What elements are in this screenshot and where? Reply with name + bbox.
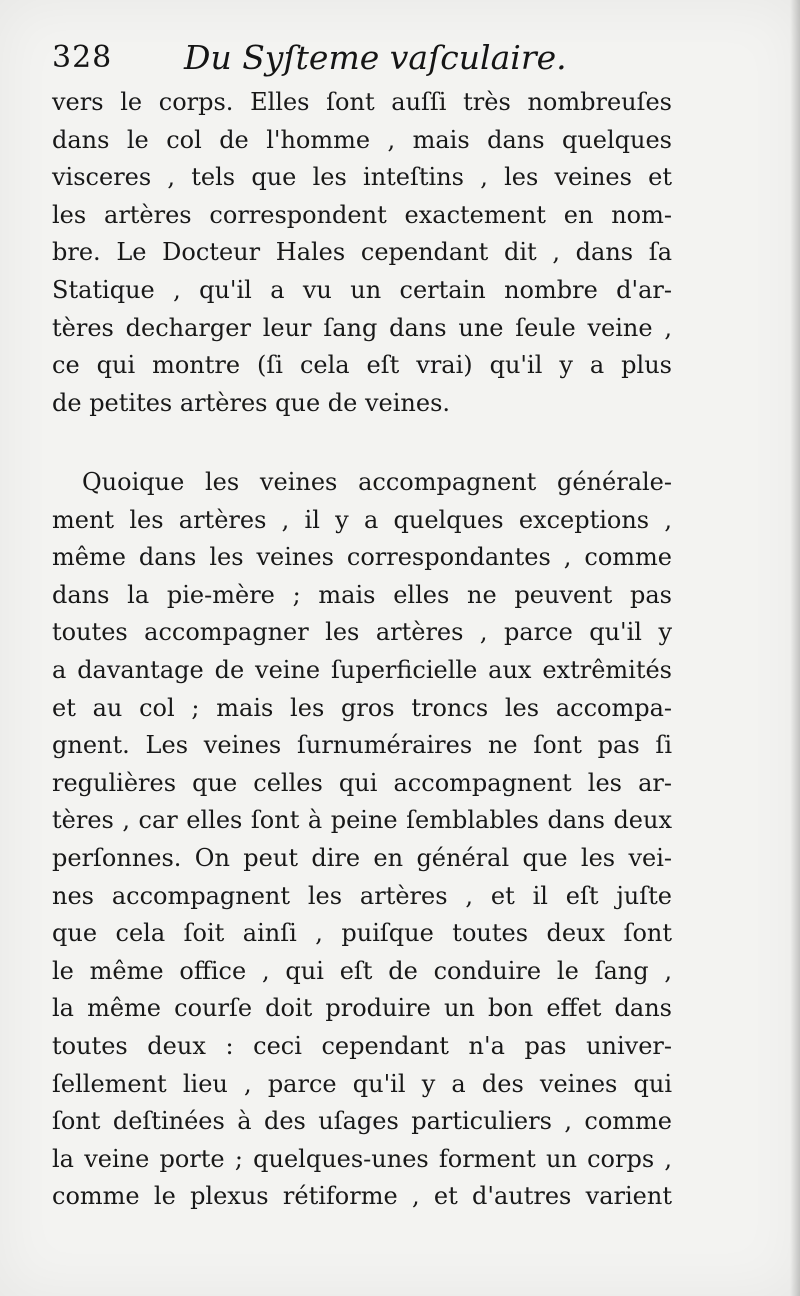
text-line: tères , car elles ſont à peine ſemblables dans deux	[52, 806, 672, 835]
text-line: que cela ſoit ainſi , puiſque toutes deux ſont	[52, 919, 672, 948]
text-line: toutes accompagner les artères , parce qu'il y	[52, 618, 672, 647]
text-line: nes accompagnent les artères , et il eſt juſte	[52, 881, 672, 910]
text-line: de petites artères que de veines.	[52, 388, 451, 417]
text-line: visceres , tels que les inteſtins , les veines et	[52, 163, 672, 192]
text-line: et au col ; mais les gros troncs les accompa-	[52, 693, 672, 722]
text-line: gnent. Les veines ſurnuméraires ne ſont pas ſi	[52, 731, 672, 760]
text-line: bre. Le Docteur Hales cependant dit , dans ſa	[52, 238, 672, 267]
text-line: ſellement lieu , parce qu'il y a des veines qui	[52, 1069, 672, 1098]
text-line: le même office , qui eſt de conduire le ſang ,	[52, 956, 672, 985]
text-line: regulières que celles qui accompagnent les ar-	[52, 768, 672, 797]
text-line: ment les artères , il y a quelques exceptions ,	[52, 505, 672, 534]
running-title: Du Syſteme vaſculaire.	[184, 38, 567, 77]
text-line: toutes deux : ceci cependant n'a pas univer-	[52, 1031, 672, 1060]
running-header	[52, 34, 672, 84]
text-line: comme le plexus rétiforme , et d'autres varient	[52, 1182, 672, 1211]
text-line: ſont deſtinées à des uſages particuliers , comme	[52, 1107, 672, 1136]
text-line: perſonnes. On peut dire en général que les vei-	[52, 843, 672, 872]
text-line: dans la pie-mère ; mais elles ne peuvent pas	[52, 580, 672, 609]
text-line: ce qui montre (ſi cela eſt vrai) qu'il y a plus	[52, 351, 672, 380]
text-line: les artères correspondent exactement en nom-	[52, 200, 672, 229]
text-line: dans le col de l'homme , mais dans quelques	[52, 125, 672, 154]
text-line: vers le corps. Elles ſont auſſi très nombreuſes	[52, 88, 672, 116]
text-line: tères decharger leur ſang dans une ſeule veine ,	[52, 313, 672, 342]
paragraph-1	[52, 84, 672, 422]
text-line: a davantage de veine ſuperficielle aux extrêmités	[52, 655, 672, 684]
page-edge-shadow	[790, 0, 800, 1296]
text-line: Quoique les veines accompagnent générale-	[82, 468, 672, 496]
text-line: Statique , qu'il a vu un certain nombre d'ar-	[52, 275, 672, 304]
text-line: la veine porte ; quelques-unes forment un corps ,	[52, 1144, 672, 1173]
text-line: la même courſe doit produire un bon effet dans	[52, 994, 672, 1023]
page-number: 328	[52, 40, 113, 75]
paragraph-2	[52, 464, 672, 1216]
text-line: même dans les veines correspondantes , comme	[52, 543, 672, 572]
